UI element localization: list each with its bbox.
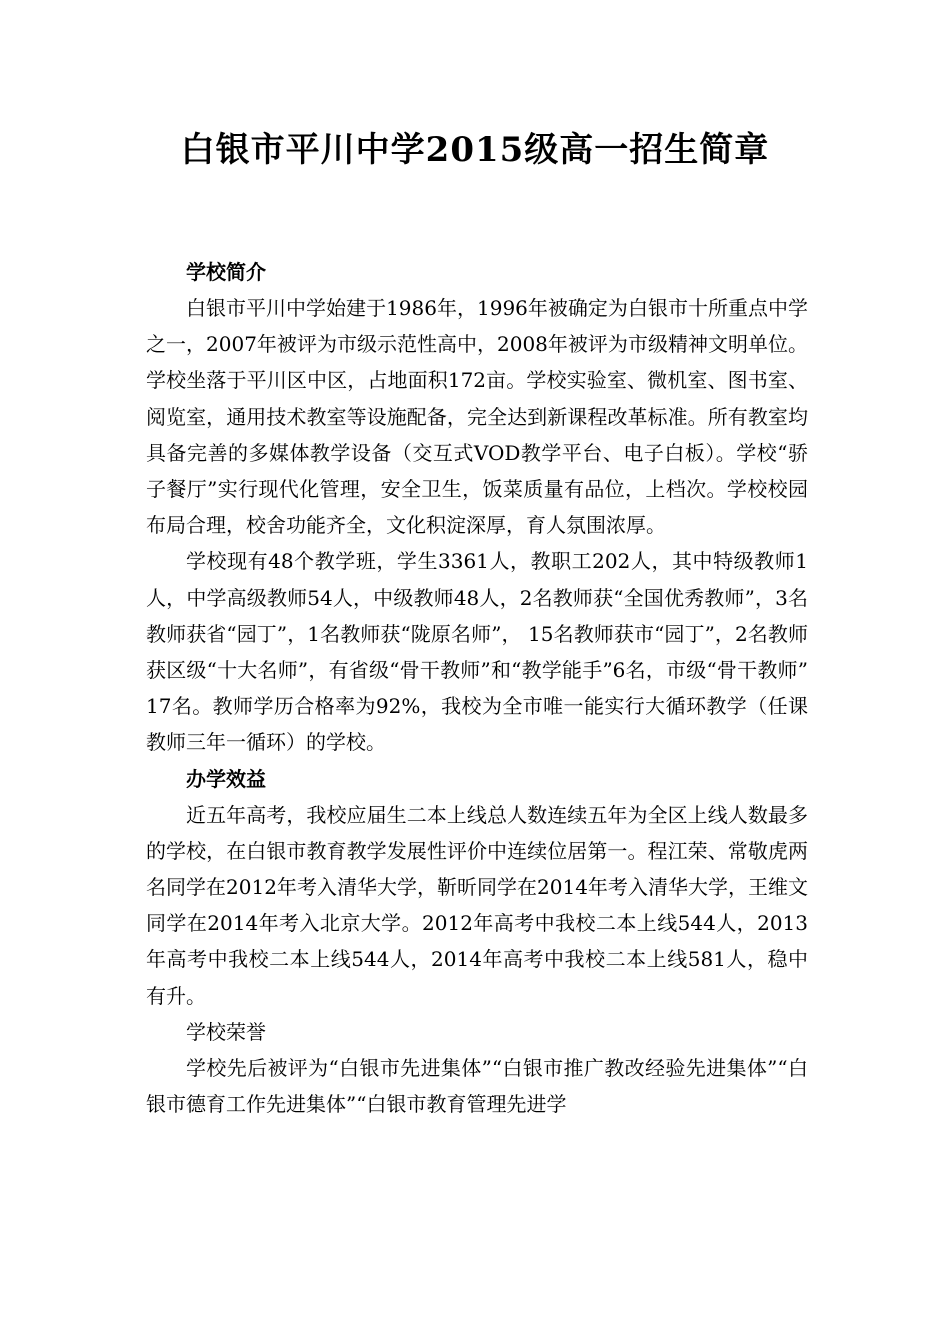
document-body [146,254,808,1122]
section-heading-school-honors: 学校荣誉 [186,1019,266,1044]
section-heading-school-intro: 学校简介 [186,260,266,284]
section-heading-school-results: 办学效益 [186,766,266,791]
document-title: 白银市平川中学2015级高一招生简章 [180,130,770,170]
section-school-honors [146,1014,808,1122]
paragraph-honors: 学校先后被评为“白银市先进集体”“白银市推广教改经验先进集体”“白银市德育工作先进集体”“白银市教育管理先进学 [146,1055,808,1117]
section-school-results [146,761,808,1014]
section-school-intro [146,254,808,761]
paragraph-staff-overview: 学校现有48个教学班，学生3361人，教职工202人，其中特级教师1人，中学高级教师54人，中级教师48人，2名教师获“全国优秀教师”，3名教师获省“园丁”，1名教师获“陇原名师”， 15名教师获市“园丁”，2名教师获区级“十大名师”，有省级“骨干教师”和“教学能手”6名，市级“骨干教师” 17名。教师学历合格率为92%，我校为全市唯一能实行大循环教学（任课教师三年一循环）的学校。 [146,549,808,755]
paragraph-school-history: 白银市平川中学始建于1986年，1996年被确定为白银市十所重点中学之一，2007年被评为市级示范性高中，2008年被评为市级精神文明单位。学校坐落于平川区中区，占地面积172亩。学校实验室、微机室、图书室、阅览室，通用技术教室等设施配备，完全达到新课程改革标准。所有教室均具备完善的多媒体教学设备（交互式VOD教学平台、电子白板）。学校“骄子餐厅”实行现代化管理，安全卫生，饭菜质量有品位，上档次。学校校园布局合理，校舍功能齐全，文化积淀深厚，育人氛围浓厚。 [146,296,808,538]
paragraph-exam-results: 近五年高考，我校应届生二本上线总人数连续五年为全区上线人数最多的学校，在白银市教育教学发展性评价中连续位居第一。程江荣、常敬虎两名同学在2012年考入清华大学，靳昕同学在2014年考入清华大学，王维文同学在2014年考入北京大学。2012年高考中我校二本上线544人，2013年高考中我校二本上线544人，2014年高考中我校二本上线581人，稳中有升。 [146,802,808,1008]
